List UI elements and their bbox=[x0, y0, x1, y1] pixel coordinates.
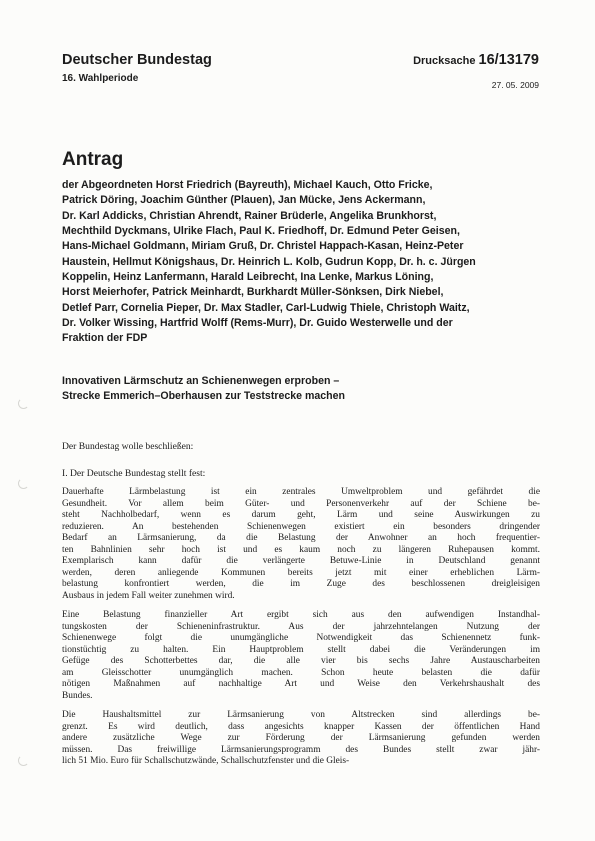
body-paragraph bbox=[62, 610, 540, 702]
section-heading: I. Der Deutsche Bundestag stellt fest: bbox=[62, 468, 206, 479]
paragraph-line: Gefüge des Schotterbettes dar, die alle vier bis sechs Jahre Austauscharbeiten bbox=[62, 656, 540, 666]
paragraph-line: werden, deren anliegende Kommunen bereits jetzt mit einer erheblichen Lärm- bbox=[62, 567, 540, 578]
motion-title-line: Strecke Emmerich–Oberhausen zur Teststrecke machen bbox=[62, 390, 346, 402]
paragraph-line: lich 51 Mio. Euro für Schallschutzwände, Schallschutzfenster und die Gleis- bbox=[62, 756, 350, 766]
sponsor-line: Dr. Karl Addicks, Christian Ahrendt, Rainer Brüderle, Angelika Brunkhorst, bbox=[62, 209, 437, 222]
motion-title-line: Innovativen Lärmschutz an Schienenwegen erproben – bbox=[62, 375, 340, 387]
sponsor-line: Dr. Volker Wissing, Hartfrid Wolff (Rems-Murr), Dr. Guido Westerwelle und der bbox=[62, 317, 453, 330]
paragraph-line: reduzieren. An bestehenden Schienenwegen existiert ein besonders dringender bbox=[62, 521, 540, 532]
paragraph-line: Gesundheit. Vor allem beim Güter- und Personenverkehr auf der Schiene be- bbox=[62, 498, 540, 509]
paragraph-line: andere zusätzliche Wege zur Förderung der Lärmsanierung gefunden werden bbox=[62, 733, 540, 743]
paragraph-line: am Gleisschotter unumgänglich machen. Schon heute belasten die dafür bbox=[62, 667, 540, 678]
sponsor-line: Haustein, Hellmut Königshaus, Dr. Heinrich L. Kolb, Gudrun Kopp, Dr. h. c. Jürgen bbox=[62, 255, 476, 268]
sponsor-line: Hans-Michael Goldmann, Miriam Gruß, Dr. Christel Happach-Kasan, Heinz-Peter bbox=[62, 240, 464, 253]
drucksache-reference bbox=[413, 52, 539, 68]
sponsor-line: Fraktion der FDP bbox=[62, 332, 148, 345]
paragraph-line: Bundes. bbox=[62, 690, 93, 701]
document-date: 27. 05. 2009 bbox=[491, 80, 539, 90]
drucksache-number: 16/13179 bbox=[478, 52, 539, 68]
body-paragraph bbox=[62, 487, 540, 602]
paragraph-line: tungskosten der Schieneninfrastruktur. Aus der jahrzehntelangen Nutzung der bbox=[62, 621, 540, 632]
sponsor-line: Horst Meierhofer, Patrick Meinhardt, Burkhardt Müller-Sönksen, Dirk Niebel, bbox=[62, 286, 444, 299]
sponsor-line: Patrick Döring, Joachim Günther (Plauen), Jan Mücke, Jens Ackermann, bbox=[62, 194, 426, 207]
punch-hole-mark bbox=[18, 478, 29, 489]
body-paragraph bbox=[62, 710, 540, 768]
paragraph-line: Schienenwege folgt die unumgängliche Notwendigkeit das Schienennetz funk- bbox=[62, 633, 540, 643]
paragraph-line: Bedarf an Lärmsanierung, da die Belastung der Anwohner an hoch frequentier- bbox=[62, 533, 540, 543]
drucksache-label: Drucksache bbox=[413, 55, 476, 67]
intro-line: Der Bundestag wolle beschließen: bbox=[62, 441, 194, 452]
punch-hole-mark bbox=[18, 398, 29, 409]
paragraph-line: ten Bahnlinien sehr hoch ist und es kaum noch zu längeren Ruhepausen kommt. bbox=[62, 544, 540, 555]
legislative-period: 16. Wahlperiode bbox=[62, 73, 139, 84]
paragraph-line: steht Nachholbedarf, wenn es darum geht, Lärm und seine Auswirkungen zu bbox=[62, 510, 540, 520]
paragraph-line: nötigen Maßnahmen auf nachhaltige Art und Weise den Verkehrshaushalt des bbox=[62, 679, 540, 689]
paragraph-line: Die Haushaltsmittel zur Lärmsanierung von Altstrecken sind allerdings be- bbox=[62, 710, 540, 720]
sponsor-line: Detlef Parr, Cornelia Pieper, Dr. Max Stadler, Carl-Ludwig Thiele, Christoph Waitz, bbox=[62, 301, 470, 314]
parliament-title: Deutscher Bundestag bbox=[62, 52, 212, 68]
sponsor-line: der Abgeordneten Horst Friedrich (Bayreuth), Michael Kauch, Otto Fricke, bbox=[62, 179, 433, 191]
paragraph-line: müssen. Das freiwillige Lärmsanierungsprogramm des Bundes stellt zwar jähr- bbox=[62, 744, 540, 755]
punch-hole-mark bbox=[18, 755, 29, 766]
document-type-heading: Antrag bbox=[62, 149, 124, 170]
paragraph-line: tionstüchtig zu halten. Ein Hauptproblem stellt dabei die Veränderungen im bbox=[62, 644, 540, 655]
sponsor-line: Koppelin, Heinz Lanfermann, Harald Leibrecht, Ina Lenke, Markus Löning, bbox=[62, 271, 434, 284]
motion-title bbox=[62, 374, 345, 404]
paragraph-line: Ausbaus in jedem Fall weiter zunehmen wird. bbox=[62, 590, 235, 601]
body-text bbox=[62, 487, 540, 776]
paragraph-line: Eine Belastung finanzieller Art ergibt sich aus den aufwendigen Instandhal- bbox=[62, 610, 540, 620]
sponsor-line: Mechthild Dyckmans, Ulrike Flach, Paul K. Friedhoff, Dr. Edmund Peter Geisen, bbox=[62, 225, 460, 238]
paragraph-line: Dauerhafte Lärmbelastung ist ein zentrales Umweltproblem und gefährdet die bbox=[62, 487, 540, 497]
paragraph-line: belastung konfrontiert werden, die im Zuge des beschlossenen dreigleisigen bbox=[62, 579, 540, 589]
paragraph-line: Exemplarisch kann dafür die verlängerte Betuwe-Linie in Deutschland genannt bbox=[62, 556, 540, 566]
paragraph-line: grenzt. Es wird deutlich, dass angesichts knapper Kassen der öffentlichen Hand bbox=[62, 721, 540, 732]
sponsors-block bbox=[62, 178, 476, 347]
